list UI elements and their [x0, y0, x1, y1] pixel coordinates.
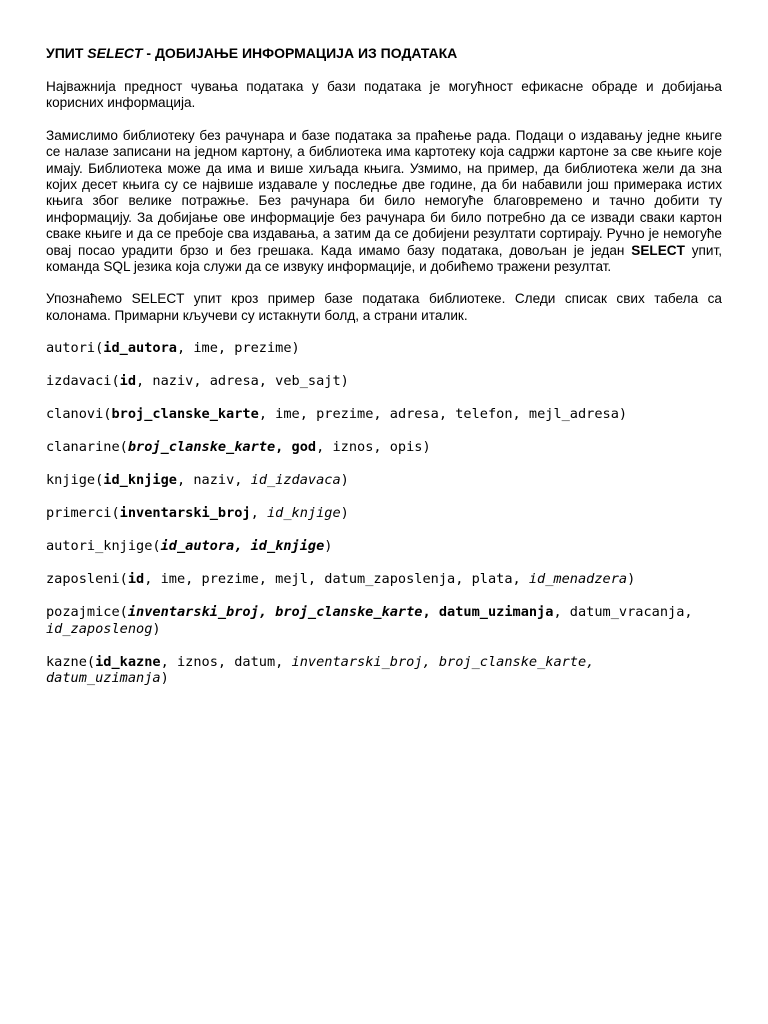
table-definition-segment: id_autora	[103, 340, 177, 357]
table-definition-segment: autori(	[46, 340, 104, 357]
table-definition	[46, 654, 722, 687]
table-schema-list	[46, 340, 722, 687]
table-definition-segment: )	[340, 505, 349, 522]
heading-part-3: - ДОБИЈАЊЕ ИНФОРМАЦИЈА ИЗ ПОДАТАКА	[142, 45, 458, 61]
table-definition-segment: , ime, prezime, adresa, telefon, mejl_adresa)	[258, 406, 628, 423]
heading-part-1: УПИТ	[46, 45, 88, 61]
table-definition-segment: id	[127, 571, 145, 588]
table-definition-segment: inventarski_broj	[119, 505, 251, 522]
table-definition-segment: broj_clanske_karte	[127, 439, 276, 456]
table-definition-segment: , god	[275, 439, 317, 456]
table-definition	[46, 373, 722, 390]
table-definition-segment: autori_knjige(	[46, 538, 161, 555]
table-definition-segment: id_menadzera	[528, 571, 628, 588]
table-definition-segment: kazne(	[46, 653, 96, 670]
table-definition-segment: , datum_vracanja,	[553, 604, 693, 621]
table-definition-segment: )	[160, 670, 169, 687]
table-definition-segment: id	[119, 373, 137, 390]
table-definition-segment: , ime, prezime)	[176, 340, 300, 357]
table-definition	[46, 505, 722, 522]
paragraph-intro: Најважнија предност чувања података у бази података је могућност ефикасне обраде и добијања корисних информација.	[46, 79, 722, 111]
table-definition-segment: clanarine(	[46, 439, 128, 456]
table-definition-segment: id_izdavaca	[250, 472, 341, 489]
paragraph-library-text: Замислимо библиотеку без рачунара и базе података за праћење рада. Подаци о издавању једне књиге се налазе записани на једном картону, а библиотека има картотеку која садржи картоне за све књиге које имају. Библиотека може да има и више хиљада књига. Узмимо, на пример, да библиотека жели да зна којих десет књига су се највише издавале у последње две године, да би набавили још примерака истих књига због велике потражње. Без рачунара би било немогуће благовремено и тачно добити ту информацију. За добијање ове информације без рачунара би било потребно да се извади сваки картон сваке књиге и да се пребоје сва издавања, а затим да се добијени резултати сортирају. Ручно је немогуће овај посао урадити брзо и без грешака. Када имамо базу података, довољан је један	[46, 127, 722, 258]
table-definition-segment: , naziv,	[176, 472, 251, 489]
table-definition-segment: )	[324, 538, 333, 555]
document-content	[46, 45, 722, 703]
table-definition	[46, 538, 722, 555]
table-definition-segment: , iznos, datum,	[160, 653, 292, 670]
paragraph-schema-intro: Упознаћемо SELECT упит кроз пример базе података библиотеке. Следи списак свих табела са колонама. Примарни кључеви су истакнути болд, а страни италик.	[46, 291, 722, 323]
table-definition	[46, 571, 722, 588]
table-definition-segment: id_autora, id_knjige	[160, 538, 325, 555]
table-definition	[46, 604, 722, 637]
table-definition-segment: inventarski_broj, broj_clanske_karte, datum_uzimanja	[46, 653, 595, 687]
table-definition-segment: )	[627, 571, 636, 588]
table-definition-segment: id_kazne	[95, 653, 161, 670]
table-definition-segment: )	[152, 620, 161, 637]
table-definition-segment: )	[340, 472, 349, 489]
paragraph-library-example	[46, 128, 722, 276]
table-definition-segment: , naziv, adresa, veb_sajt)	[136, 373, 349, 390]
table-definition-segment: , ime, prezime, mejl, datum_zaposlenja, plata,	[144, 571, 529, 588]
table-definition-segment: izdavaci(	[46, 373, 120, 390]
table-definition-segment: id_zaposlenog	[46, 620, 153, 637]
paragraph-select-keyword: SELECT	[631, 242, 685, 258]
table-definition-segment: pozajmice(	[46, 604, 128, 621]
paragraph-library-text-end: упит, команда SQL језика која служи да се извуку информације, и добићемо тражени резултат.	[46, 242, 723, 275]
table-definition-segment: primerci(	[46, 505, 120, 522]
table-definition-segment: , datum_uzimanja	[422, 604, 554, 621]
table-definition	[46, 406, 722, 423]
table-definition-segment: id_knjige	[103, 472, 177, 489]
table-definition-segment: , iznos, opis)	[316, 439, 431, 456]
document-heading	[46, 45, 722, 62]
table-definition-segment: id_knjige	[267, 505, 341, 522]
heading-select-keyword: SELECT	[87, 45, 143, 61]
table-definition	[46, 439, 722, 456]
table-definition-segment: knjige(	[46, 472, 104, 489]
table-definition	[46, 340, 722, 357]
table-definition-segment: inventarski_broj, broj_clanske_karte	[127, 604, 423, 621]
table-definition-segment: broj_clanske_karte	[111, 406, 259, 423]
table-definition-segment: ,	[250, 505, 267, 522]
table-definition-segment: zaposleni(	[46, 571, 128, 588]
table-definition	[46, 472, 722, 489]
table-definition-segment: clanovi(	[46, 406, 112, 423]
